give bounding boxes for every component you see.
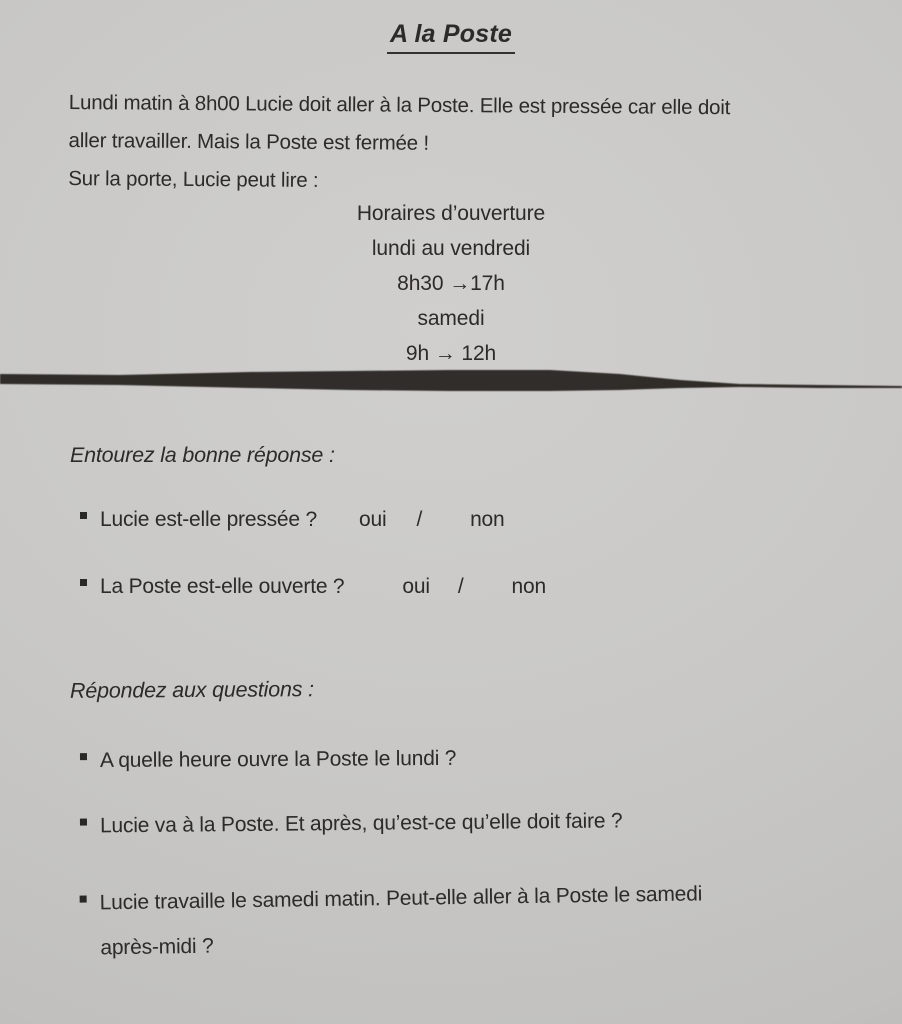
question-row-heure-ouverture (80, 747, 456, 773)
question-text-line2: après-midi ? (100, 934, 214, 960)
question-text: Lucie est-elle pressée ? (100, 508, 317, 531)
option-slash: / (416, 508, 423, 531)
bullet-square-icon (80, 896, 87, 903)
question-text: A quelle heure ouvre la Poste le lundi ? (99, 746, 457, 773)
question-row-ouverte (80, 575, 546, 599)
bullet-square-icon (80, 579, 87, 586)
bullet-square-icon (80, 819, 87, 826)
circle-instruction-heading: Entourez la bonne réponse : (70, 443, 335, 467)
page-fold-shadow (0, 366, 902, 396)
option-oui: oui (402, 575, 430, 598)
question-text: La Poste est-elle ouverte ? (100, 575, 345, 598)
opening-hours-title: Horaires d’ouverture (356, 202, 546, 225)
opening-hours-weekday-times: 8h30 →17h (397, 272, 505, 295)
question-row-samedi (79, 871, 703, 970)
bullet-square-icon (80, 512, 87, 519)
page-title-text: A la Poste (387, 20, 515, 54)
intro-line: Lundi matin à 8h00 Lucie doit aller à la Poste. Elle est pressée car elle doit (68, 90, 731, 120)
option-oui: oui (359, 508, 387, 531)
bullet-square-icon (80, 753, 87, 760)
option-non: non (470, 508, 505, 531)
opening-hours-block (0, 196, 902, 371)
page-title (0, 20, 902, 54)
intro-paragraph (68, 84, 730, 203)
question-row-pressee (80, 508, 505, 532)
opening-hours-days: lundi au vendredi (371, 237, 531, 260)
answer-instruction-heading: Répondez aux questions : (69, 677, 314, 703)
option-non: non (511, 575, 546, 598)
question-row-apres-poste (80, 809, 623, 838)
question-text: Lucie travaille le samedi matin. Peut-elle aller à la Poste le samedi (99, 882, 703, 915)
opening-hours-saturday: samedi (417, 307, 485, 330)
intro-line: aller travailler. Mais la Poste est fermée ! (68, 128, 429, 155)
option-slash: / (457, 575, 464, 598)
question-text: Lucie va à la Poste. Et après, qu’est-ce qu’elle doit faire ? (99, 809, 623, 838)
opening-hours-saturday-times: 9h → 12h (405, 342, 497, 365)
intro-line: Sur la porte, Lucie peut lire : (68, 166, 319, 192)
